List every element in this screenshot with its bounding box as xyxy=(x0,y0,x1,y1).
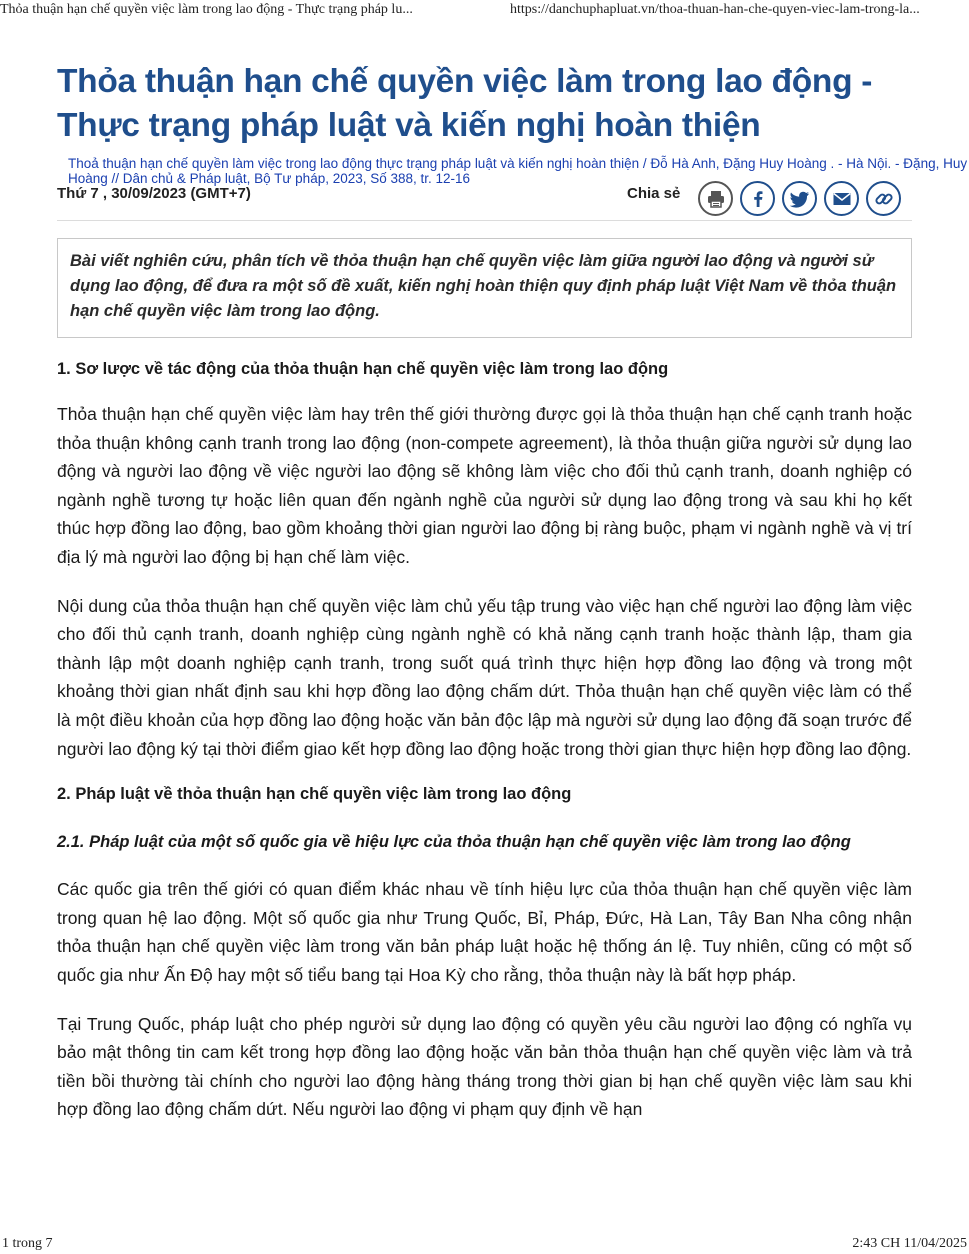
share-icons xyxy=(698,181,901,216)
twitter-share-button[interactable] xyxy=(782,181,817,216)
twitter-icon xyxy=(789,189,811,209)
body-paragraph: Các quốc gia trên thế giới có quan điểm khác nhau về tính hiệu lực của thỏa thuận hạn chế quyền việc làm trong quan hệ lao động. Một số quốc gia như Trung Quốc, Bỉ, Pháp, Đức, Hà Lan, Tây Ban Nha công nhận thỏa thuận hạn chế quyền việc làm trong văn bản pháp luật hoặc hệ thống án lệ. Tuy nhiên, cũng có một số quốc gia như Ấn Độ hay một số tiểu bang tại Hoa Kỳ cho rằng, thỏa thuận này là bất hợp pháp. xyxy=(57,879,912,985)
heading-section-1: 1. Sơ lược về tác động của thỏa thuận hạn chế quyền việc làm trong lao động xyxy=(57,360,669,378)
print-button[interactable] xyxy=(698,181,733,216)
body-paragraph: Nội dung của thỏa thuận hạn chế quyền việc làm chủ yếu tập trung vào việc hạn chế người lao động làm việc cho đối thủ cạnh tranh, doanh nghiệp cùng ngành nghề có khả năng cạnh tranh hoặc thành lập, tham gia thành lập một doanh nghiệp cạnh tranh, trong suốt quá trình thực hiện hợp đồng lao động và trong một khoảng thời gian nhất định sau khi hợp đồng lao động chấm dứt. Thỏa thuận hạn chế quyền việc làm có thể là một điều khoản của hợp đồng lao động hoặc văn bản độc lập mà người sử dụng lao động đã soạn trước để người lao động ký tại thời điểm giao kết hợp đồng lao động hoặc trong thời gian thực hiện hợp đồng lao động. xyxy=(57,595,912,759)
citation-link[interactable]: Thoả thuận hạn chế quyền làm việc trong lao động thực trạng pháp luật và kiến nghị hoàn thiện / Đỗ Hà Anh, Đặng Huy Hoàng . - Hà Nội. - Đặng, Huy Hoàng // Dân chủ & Pháp luật, Bộ Tư pháp, 2023, Số 388, tr. 12-16 xyxy=(68,156,968,186)
share-label: Chia sẻ xyxy=(627,185,681,202)
facebook-icon xyxy=(748,189,768,209)
article-body xyxy=(57,355,912,1124)
copy-link-button[interactable] xyxy=(866,181,901,216)
body-paragraph: Tại Trung Quốc, pháp luật cho phép người sử dụng lao động có quyền yêu cầu người lao động có nghĩa vụ bảo mật thông tin cam kết trong hợp đồng lao động hoặc văn bản thỏa thuận hạn chế quyền việc làm và trả tiền bồi thường tài chính cho người lao động hàng tháng trong thời gian bị hạn chế quyền việc làm sau khi hợp đồng lao động chấm dứt. Nếu người lao động vi phạm quy định về hạn xyxy=(57,1013,912,1120)
print-page-url: https://danchuphapluat.vn/thoa-thuan-han-che-quyen-viec-lam-trong-la... xyxy=(510,2,920,17)
heading-section-2-1: 2.1. Pháp luật của một số quốc gia về hiệu lực của thỏa thuận hạn chế quyền việc làm trong lao động xyxy=(57,833,851,852)
email-share-button[interactable] xyxy=(824,181,859,216)
page-counter: 1 trong 7 xyxy=(2,1236,53,1251)
body-paragraph: Thỏa thuận hạn chế quyền việc làm hay trên thế giới thường được gọi là thỏa thuận hạn chế cạnh tranh hoặc thỏa thuận không cạnh tranh trong lao động (non-compete agreement), là thỏa thuận giữa người sử dụng lao động và người lao động về việc người lao động sẽ không làm việc cho đối thủ cạnh tranh, doanh nghiệp có ngành nghề tương tự hoặc liên quan đến ngành nghề của người sử dụng lao động trong và sau khi họ kết thúc hợp đồng lao động, bao gồm khoảng thời gian người lao động bị ràng buộc, phạm vi ngành nghề và vị trí địa lý mà người lao động bị hạn chế làm việc. xyxy=(57,404,912,567)
article-title: Thỏa thuận hạn chế quyền việc làm trong lao động - Thực trạng pháp luật và kiến nghị hoàn thiện xyxy=(57,63,873,144)
meta-row xyxy=(57,181,912,217)
article xyxy=(57,60,968,1120)
publish-date: Thứ 7 , 30/09/2023 (GMT+7) xyxy=(57,185,251,202)
print-header xyxy=(0,2,969,20)
meta-divider xyxy=(57,220,912,221)
print-timestamp: 2:43 CH 11/04/2025 xyxy=(852,1236,967,1251)
link-icon xyxy=(874,189,894,209)
heading-section-2: 2. Pháp luật về thỏa thuận hạn chế quyền việc làm trong lao động xyxy=(57,785,572,804)
email-icon xyxy=(832,189,852,209)
article-summary: Bài viết nghiên cứu, phân tích về thỏa thuận hạn chế quyền việc làm giữa người lao động và người sử dụng lao động, để đưa ra một số đề xuất, kiến nghị hoàn thiện quy định pháp luật Việt Nam về thỏa thuận hạn chế quyền việc làm trong lao động. xyxy=(57,238,912,338)
print-icon xyxy=(706,189,726,209)
print-page-title: Thỏa thuận hạn chế quyền việc làm trong lao động - Thực trạng pháp lu... xyxy=(0,2,413,17)
facebook-share-button[interactable] xyxy=(740,181,775,216)
print-footer xyxy=(0,1236,969,1254)
